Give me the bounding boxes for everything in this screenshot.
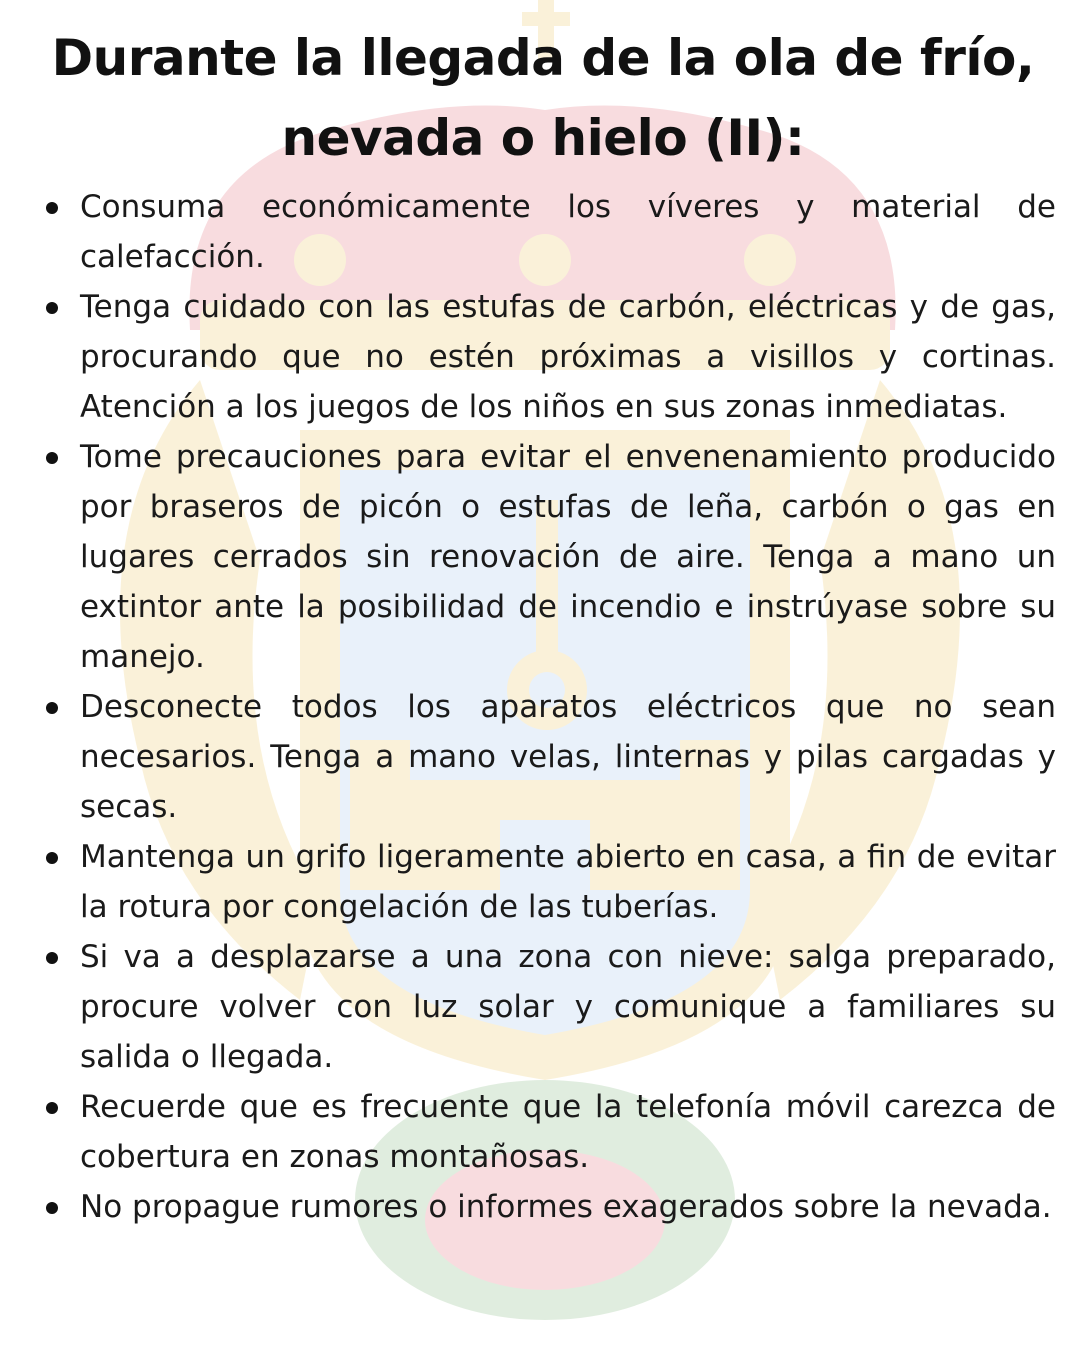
list-item [30,682,1056,832]
list-item [30,932,1056,1082]
list-item-text: Tenga cuidado con las estufas de carbón, eléctricas y de gas, procurando que no estén próximas a visillos y cortinas. Atención a los juegos de los niños en sus zonas inmediatas. [80,289,1056,425]
list-item [30,1082,1056,1182]
list-item [30,432,1056,682]
bullet-icon [46,202,58,214]
list-item-text: Si va a desplazarse a una zona con nieve: salga preparado, procure volver con luz solar y comunique a familiares su salida o llegada. [80,939,1056,1075]
list-item [30,182,1056,282]
bullet-icon [46,302,58,314]
list-item-text: Recuerde que es frecuente que la telefonía móvil carezca de cobertura en zonas montañosas. [80,1089,1056,1175]
list-item-text: Desconecte todos los aparatos eléctricos que no sean necesarios. Tenga a mano velas, linternas y pilas cargadas y secas. [80,689,1056,825]
list-item [30,282,1056,432]
bullet-icon [46,702,58,714]
page-title: Durante la llegada de la ola de frío, nevada o hielo (II): [51,29,1035,167]
list-item-text: Consuma económicamente los víveres y material de calefacción. [80,189,1056,275]
list-item [30,832,1056,932]
bullet-icon [46,852,58,864]
bullet-icon [46,952,58,964]
list-item-text: No propague rumores o informes exagerados sobre la nevada. [80,1189,1052,1225]
bullet-icon [46,452,58,464]
list-item [30,1182,1056,1232]
list-item-text: Tome precauciones para evitar el envenenamiento producido por braseros de picón o estufas de leña, carbón o gas en lugares cerrados sin renovación de aire. Tenga a mano un extintor ante la posibilidad de incendio e instrúyase sobre su manejo. [80,439,1056,675]
advice-list [30,182,1056,1232]
bullet-icon [46,1102,58,1114]
list-item-text: Mantenga un grifo ligeramente abierto en casa, a fin de evitar la rotura por congelación de las tuberías. [80,839,1056,925]
bullet-icon [46,1202,58,1214]
